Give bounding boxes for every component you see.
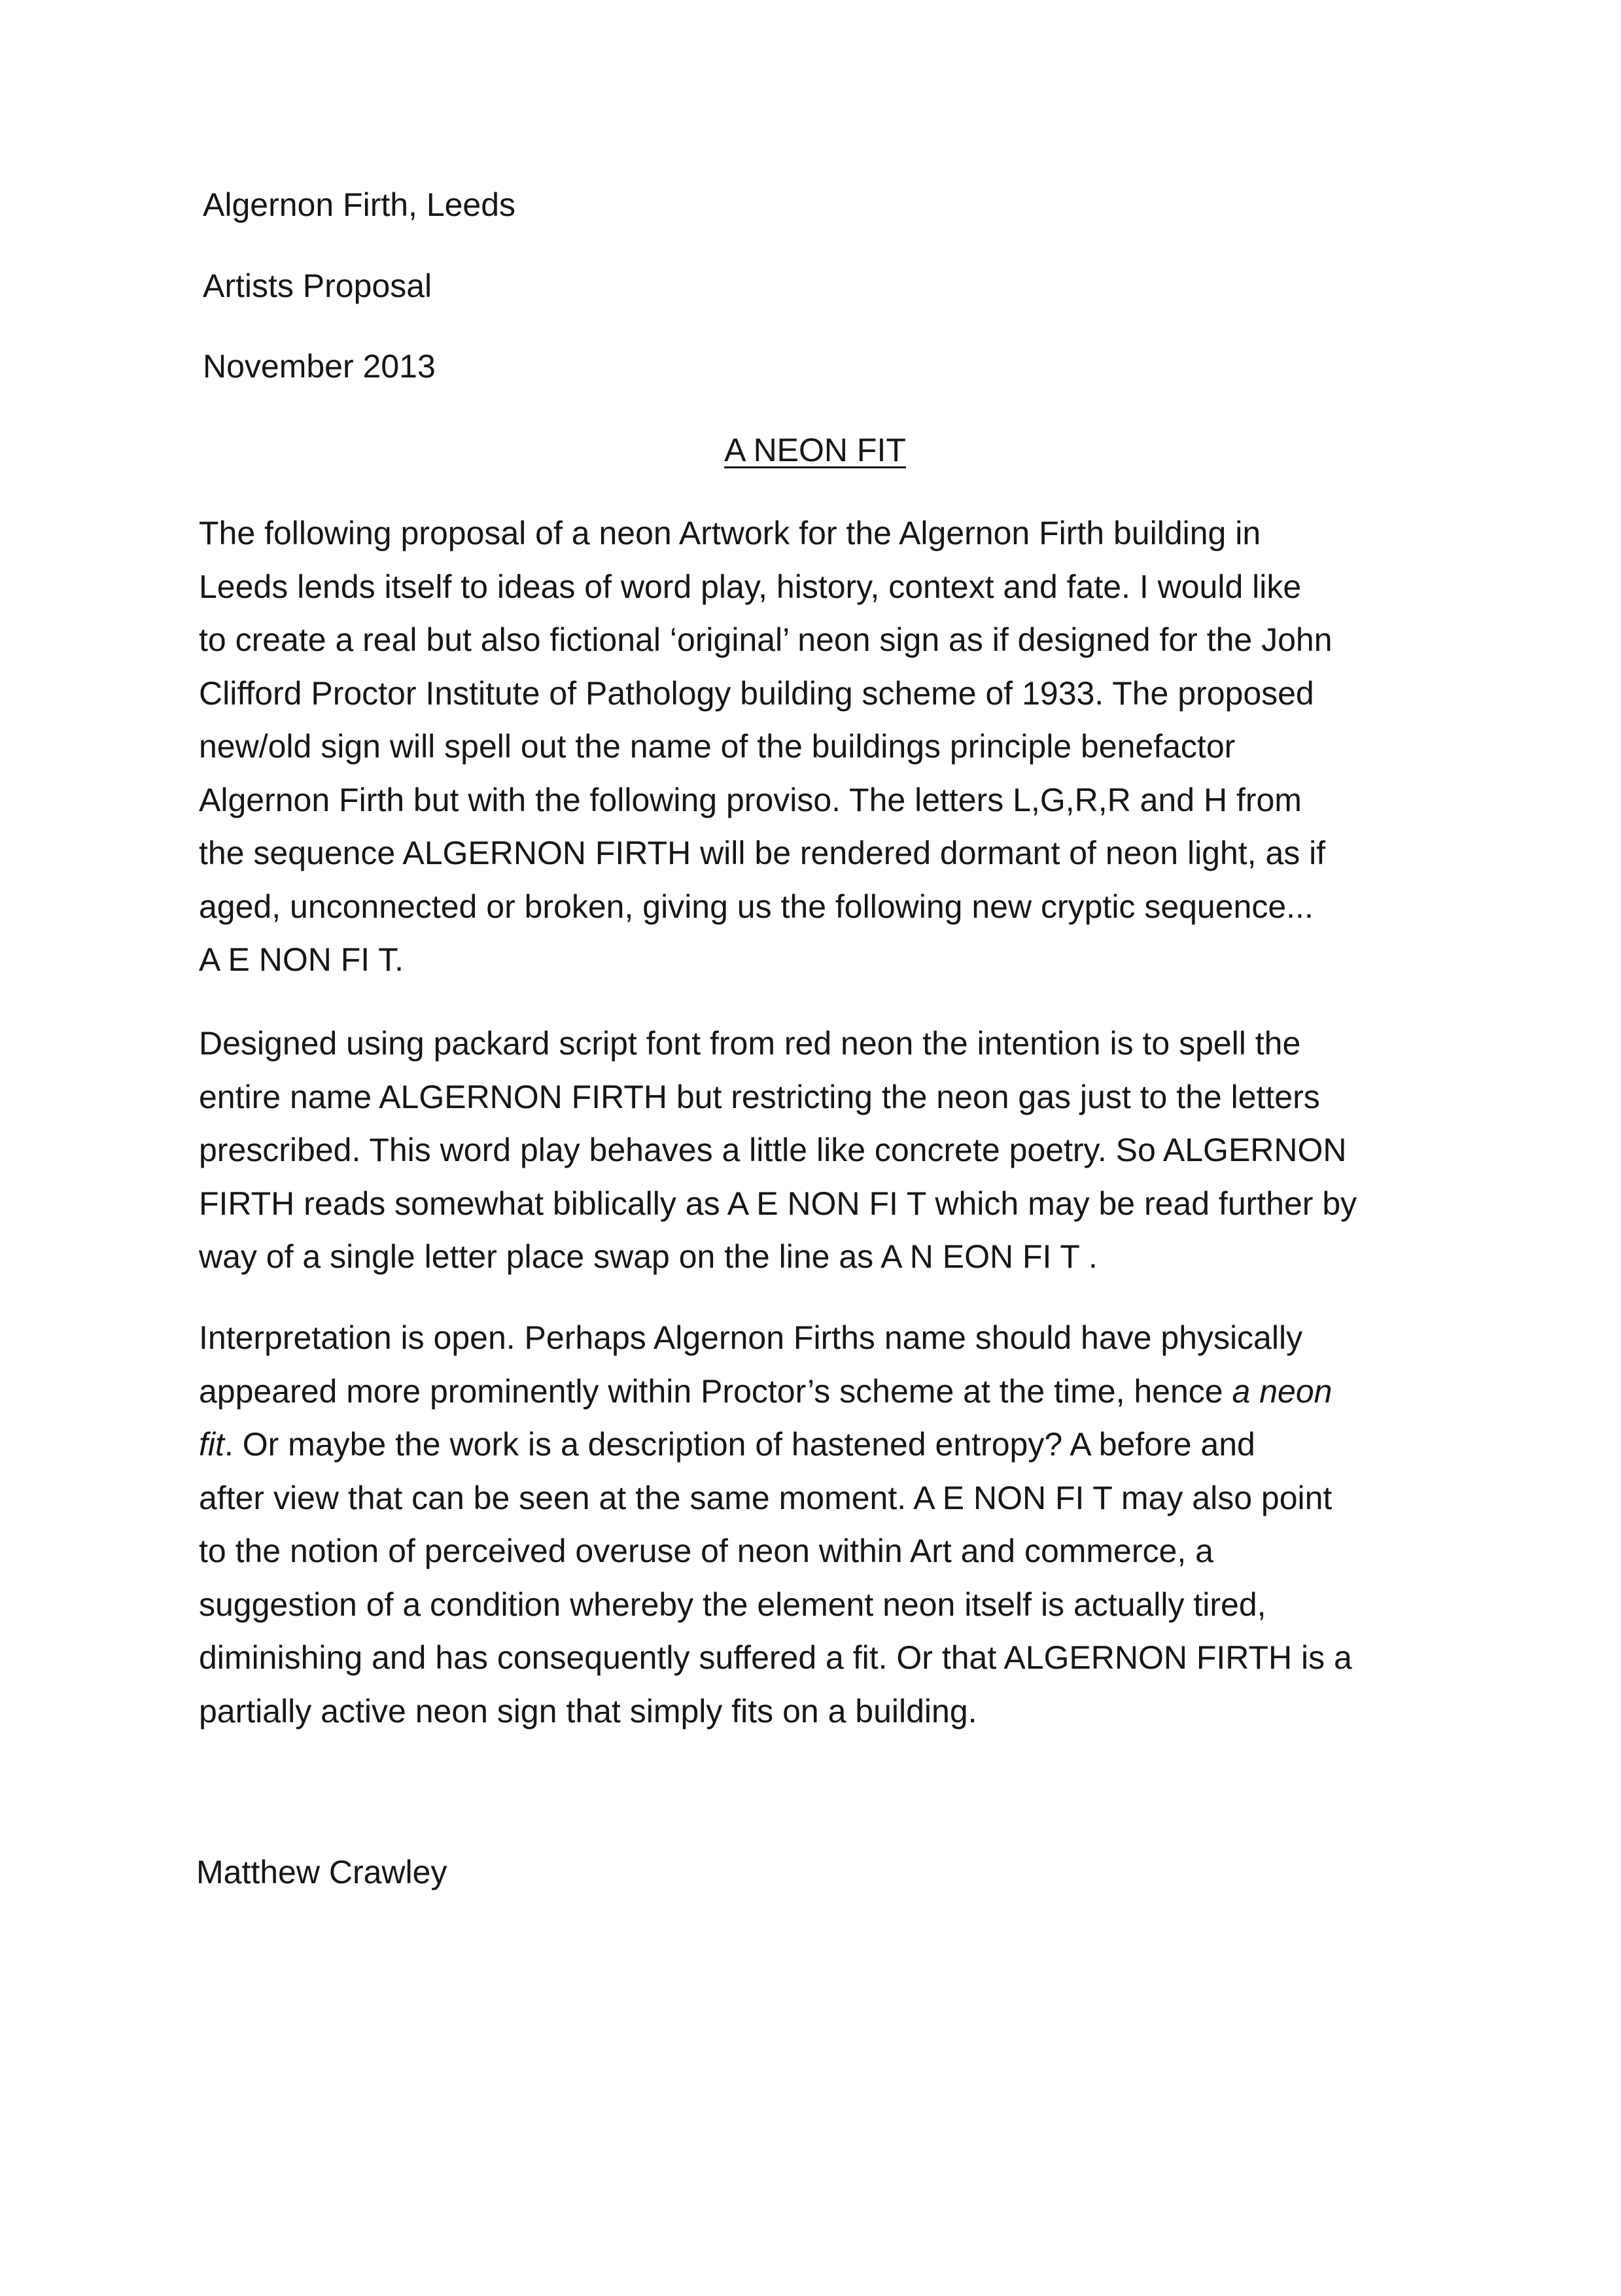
document-title	[0, 430, 1621, 470]
paragraph-line: suggestion of a condition whereby the element neon itself is actually tired,	[199, 1586, 1266, 1623]
paragraph-intro	[199, 507, 1442, 987]
paragraph-line: entire name ALGERNON FIRTH but restricting the neon gas just to the letters	[199, 1078, 1320, 1115]
paragraph-line: to the notion of perceived overuse of neon within Art and commerce, a	[199, 1533, 1213, 1569]
paragraph-line: new/old sign will spell out the name of the buildings principle benefactor	[199, 728, 1236, 765]
paragraph-line: way of a single letter place swap on the line as A N EON FI T .	[199, 1238, 1098, 1275]
paragraph-line: to create a real but also fictional ‘original’ neon sign as if designed for the John	[199, 621, 1333, 658]
paragraph-interpretation	[199, 1312, 1442, 1738]
author-signature: Matthew Crawley	[196, 1854, 447, 1890]
paragraph-line: aged, unconnected or broken, giving us the following new cryptic sequence...	[199, 888, 1314, 925]
paragraph-line: FIRTH reads somewhat biblically as A E NON FI T which may be read further by	[199, 1185, 1357, 1222]
paragraph-line: the sequence ALGERNON FIRTH will be rendered dormant of neon light, as if	[199, 835, 1326, 871]
paragraph-line: Leeds lends itself to ideas of word play, history, context and fate. I would like	[199, 568, 1302, 605]
paragraph-line: diminishing and has consequently suffered a fit. Or that ALGERNON FIRTH is a	[199, 1639, 1352, 1676]
text-run: . Or maybe the work is a description of hastened entropy? A before and	[224, 1426, 1255, 1463]
paragraph-line: Algernon Firth but with the following proviso. The letters L,G,R,R and H from	[199, 781, 1302, 818]
italic-run: a neon	[1232, 1372, 1333, 1410]
paragraph-line	[199, 1418, 1442, 1472]
paragraph-design	[199, 1017, 1442, 1284]
paragraph-line: A E NON FI T.	[199, 941, 404, 978]
text-run: appeared more prominently within Proctor’s scheme at the time, hence	[199, 1372, 1232, 1410]
paragraph-line: Interpretation is open. Perhaps Algernon Firths name should have physically	[199, 1319, 1303, 1356]
location-line: Algernon Firth, Leeds	[203, 186, 516, 223]
paragraph-line: partially active neon sign that simply fits on a building.	[199, 1692, 977, 1730]
paragraph-line: prescribed. This word play behaves a little like concrete poetry. So ALGERNON	[199, 1132, 1347, 1168]
document-type-line: Artists Proposal	[203, 268, 432, 304]
italic-run: fit	[199, 1426, 224, 1463]
paragraph-line: The following proposal of a neon Artwork for the Algernon Firth building in	[199, 515, 1261, 551]
paragraph-line: after view that can be seen at the same moment. A E NON FI T may also point	[199, 1479, 1333, 1516]
paragraph-line	[199, 1365, 1442, 1419]
paragraph-line: Designed using packard script font from red neon the intention is to spell the	[199, 1025, 1301, 1062]
date-line: November 2013	[203, 348, 436, 385]
title-text: A NEON FIT	[724, 432, 906, 468]
paragraph-line: Clifford Proctor Institute of Pathology building scheme of 1933. The proposed	[199, 674, 1314, 712]
